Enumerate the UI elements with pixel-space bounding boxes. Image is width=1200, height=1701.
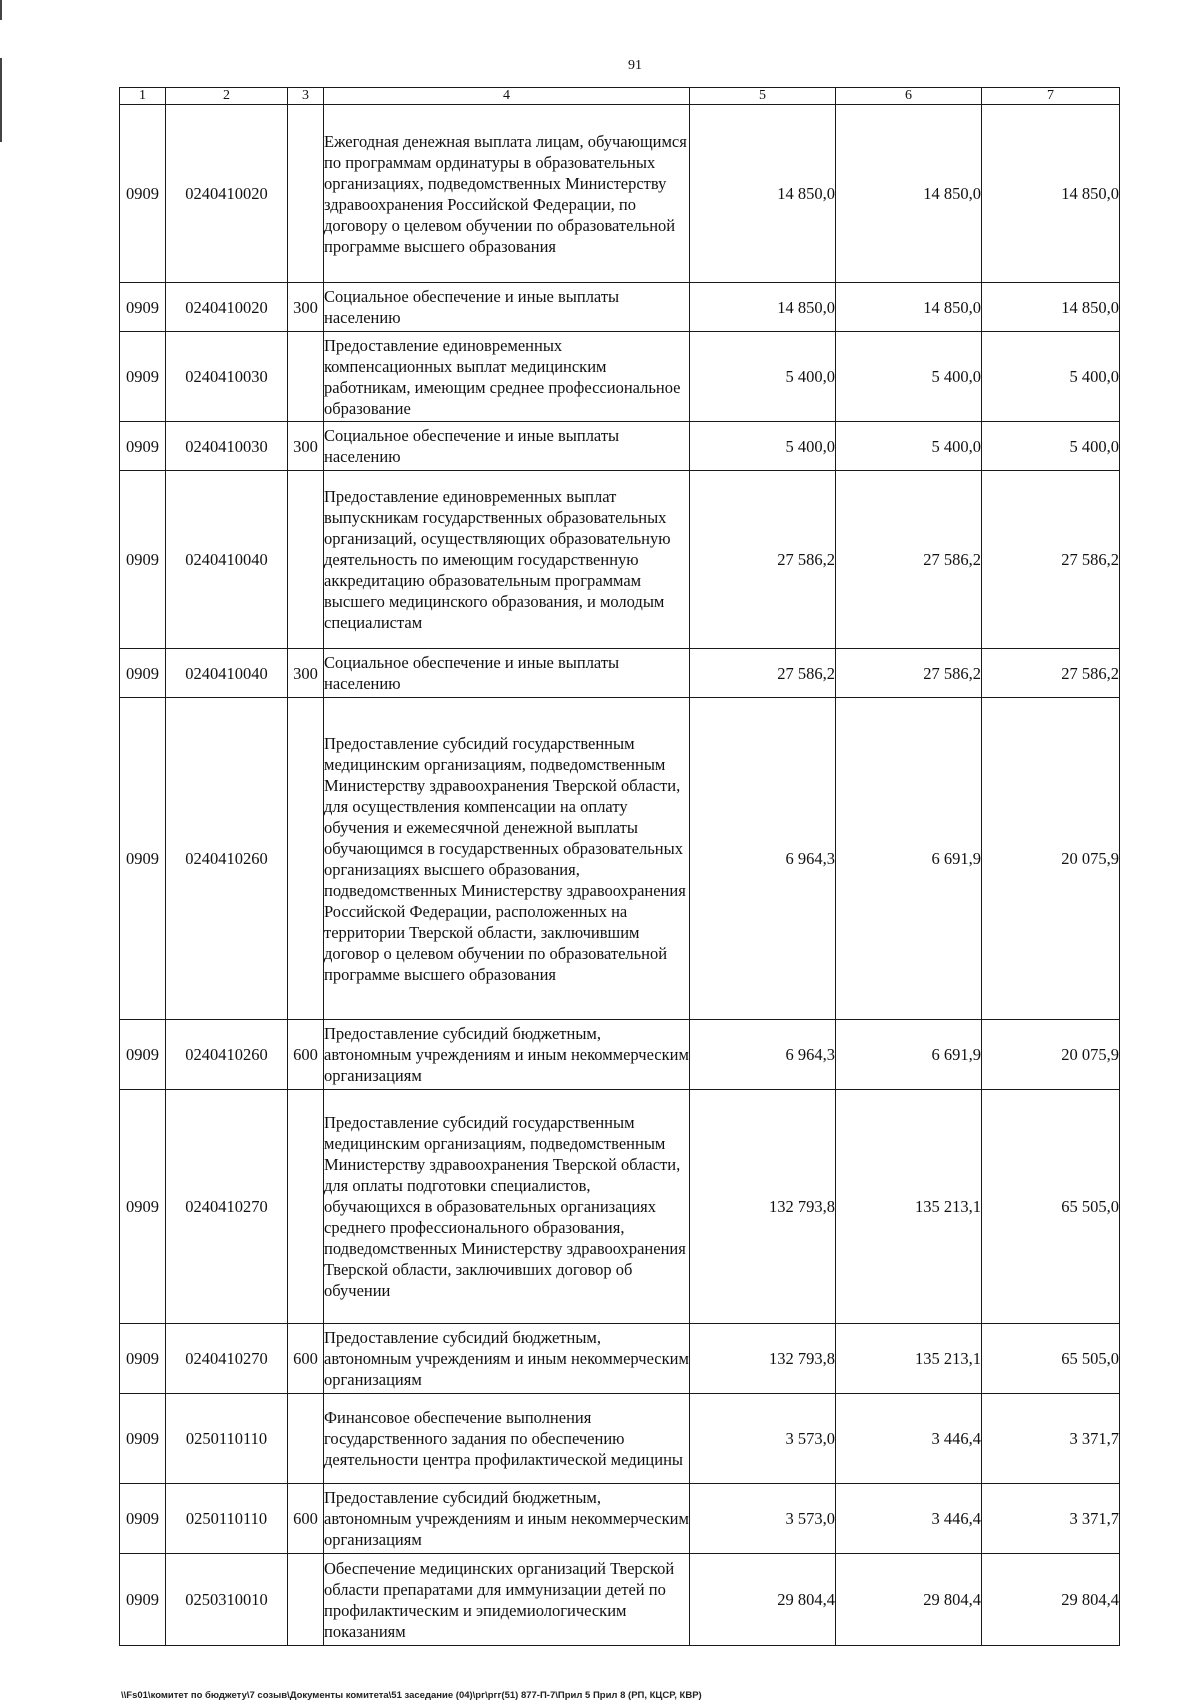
table-row	[120, 332, 1120, 422]
cell-value-1: 5 400,0	[690, 422, 836, 471]
table-row	[120, 1020, 1120, 1090]
page-number: 91	[628, 58, 642, 73]
cell-value-1: 27 586,2	[690, 649, 836, 698]
table-row	[120, 649, 1120, 698]
table-row	[120, 283, 1120, 332]
cell-value-1: 29 804,4	[690, 1554, 836, 1646]
cell-value-3: 14 850,0	[982, 105, 1120, 283]
cell-value-1: 3 573,0	[690, 1484, 836, 1554]
table-body	[120, 105, 1120, 1646]
cell-name: Предоставление единовременных компенсационных выплат медицинским работникам, имеющим среднее профессиональное образование	[324, 332, 690, 422]
cell-name: Социальное обеспечение и иные выплаты населению	[324, 649, 690, 698]
table-row	[120, 422, 1120, 471]
cell-name: Предоставление единовременных выплат выпускникам государственных образовательных организаций, осуществляющих образовательную деятельность по имеющим государственную аккредитацию образовательным программам высшего медицинского образования, и молодым специалистам	[324, 471, 690, 649]
table-row	[120, 1554, 1120, 1646]
cell-value-3: 5 400,0	[982, 332, 1120, 422]
cell-value-2: 27 586,2	[836, 649, 982, 698]
cell-section: 0909	[120, 471, 166, 649]
cell-value-3: 27 586,2	[982, 649, 1120, 698]
col-header-3: 3	[288, 88, 324, 105]
cell-target-article: 0250110110	[166, 1484, 288, 1554]
col-header-7: 7	[982, 88, 1120, 105]
cell-value-1: 14 850,0	[690, 283, 836, 332]
cell-value-1: 14 850,0	[690, 105, 836, 283]
footer-file-path: \\Fs01\комитет по бюджету\7 созыв\Документы комитета\51 заседание (04)\рг\ргг(51) 877-П-7\Прил 5 Прил 8 (РП, КЦСР, КВР)	[121, 1690, 702, 1701]
cell-expense-type: 300	[288, 422, 324, 471]
cell-value-1: 6 964,3	[690, 1020, 836, 1090]
cell-target-article: 0240410040	[166, 471, 288, 649]
table-row	[120, 1484, 1120, 1554]
cell-expense-type: 600	[288, 1324, 324, 1394]
col-header-4: 4	[324, 88, 690, 105]
table-row	[120, 698, 1120, 1020]
cell-target-article: 0240410040	[166, 649, 288, 698]
table-row	[120, 1324, 1120, 1394]
cell-name: Ежегодная денежная выплата лицам, обучающимся по программам ординатуры в образовательных организациях, подведомственных Министерству здравоохранения Российской Федерации, по договору о целевом обучении по образовательной программе высшего образования	[324, 105, 690, 283]
cell-expense-type: 300	[288, 283, 324, 332]
table-row	[120, 1394, 1120, 1484]
cell-value-3: 14 850,0	[982, 283, 1120, 332]
cell-value-3: 5 400,0	[982, 422, 1120, 471]
cell-name: Обеспечение медицинских организаций Тверской области препаратами для иммунизации детей по профилактическим и эпидемиологическим показаниям	[324, 1554, 690, 1646]
cell-value-3: 27 586,2	[982, 471, 1120, 649]
cell-expense-type: 300	[288, 649, 324, 698]
cell-section: 0909	[120, 1020, 166, 1090]
cell-value-3: 20 075,9	[982, 1020, 1120, 1090]
cell-target-article: 0240410020	[166, 283, 288, 332]
cell-value-2: 5 400,0	[836, 422, 982, 471]
cell-section: 0909	[120, 649, 166, 698]
table-row	[120, 1090, 1120, 1324]
cell-section: 0909	[120, 1484, 166, 1554]
cell-name: Предоставление субсидий бюджетным, автономным учреждениям и иным некоммерческим организациям	[324, 1324, 690, 1394]
cell-value-2: 135 213,1	[836, 1090, 982, 1324]
cell-section: 0909	[120, 1090, 166, 1324]
cell-target-article: 0240410270	[166, 1324, 288, 1394]
table-row	[120, 105, 1120, 283]
cell-value-2: 5 400,0	[836, 332, 982, 422]
cell-expense-type	[288, 471, 324, 649]
cell-section: 0909	[120, 105, 166, 283]
cell-name: Предоставление субсидий бюджетным, автономным учреждениям и иным некоммерческим организациям	[324, 1020, 690, 1090]
scan-edge-mark	[0, 0, 2, 20]
table-row	[120, 471, 1120, 649]
cell-section: 0909	[120, 1324, 166, 1394]
cell-section: 0909	[120, 422, 166, 471]
cell-expense-type	[288, 698, 324, 1020]
cell-section: 0909	[120, 698, 166, 1020]
cell-value-1: 6 964,3	[690, 698, 836, 1020]
cell-expense-type	[288, 332, 324, 422]
cell-name: Финансовое обеспечение выполнения государственного задания по обеспечению деятельности центра профилактической медицины	[324, 1394, 690, 1484]
cell-value-1: 3 573,0	[690, 1394, 836, 1484]
col-header-5: 5	[690, 88, 836, 105]
cell-value-2: 3 446,4	[836, 1484, 982, 1554]
cell-expense-type: 600	[288, 1020, 324, 1090]
cell-value-2: 14 850,0	[836, 105, 982, 283]
cell-value-2: 14 850,0	[836, 283, 982, 332]
cell-value-3: 29 804,4	[982, 1554, 1120, 1646]
budget-table	[119, 87, 1120, 1646]
header-row	[120, 88, 1120, 105]
cell-section: 0909	[120, 1394, 166, 1484]
cell-expense-type	[288, 105, 324, 283]
cell-value-2: 27 586,2	[836, 471, 982, 649]
cell-value-3: 3 371,7	[982, 1484, 1120, 1554]
cell-value-3: 3 371,7	[982, 1394, 1120, 1484]
cell-name: Социальное обеспечение и иные выплаты населению	[324, 283, 690, 332]
cell-value-2: 3 446,4	[836, 1394, 982, 1484]
cell-value-1: 27 586,2	[690, 471, 836, 649]
cell-section: 0909	[120, 283, 166, 332]
cell-section: 0909	[120, 332, 166, 422]
cell-value-2: 29 804,4	[836, 1554, 982, 1646]
cell-value-1: 132 793,8	[690, 1090, 836, 1324]
cell-expense-type	[288, 1394, 324, 1484]
col-header-2: 2	[166, 88, 288, 105]
cell-name: Предоставление субсидий государственным медицинским организациям, подведомственным Министерству здравоохранения Тверской области, для оплаты подготовки специалистов, обучающихся в образовательных организациях среднего профессионального образования, подведомственных Министерству здравоохранения Тверской области, заключивших договор об обучении	[324, 1090, 690, 1324]
cell-target-article: 0240410270	[166, 1090, 288, 1324]
cell-target-article: 0240410020	[166, 105, 288, 283]
cell-expense-type: 600	[288, 1484, 324, 1554]
cell-name: Социальное обеспечение и иные выплаты населению	[324, 422, 690, 471]
cell-name: Предоставление субсидий государственным медицинским организациям, подведомственным Министерству здравоохранения Тверской области, для осуществления компенсации на оплату обучения и ежемесячной денежной выплаты обучающимся в государственных образовательных организациях высшего образования, подведомственных Министерству здравоохранения Российской Федерации, расположенных на территории Тверской области, заключившим договор о целевом обучении по образовательной программе высшего образования	[324, 698, 690, 1020]
cell-target-article: 0250310010	[166, 1554, 288, 1646]
cell-section: 0909	[120, 1554, 166, 1646]
cell-value-2: 6 691,9	[836, 698, 982, 1020]
cell-target-article: 0240410030	[166, 332, 288, 422]
cell-target-article: 0240410260	[166, 698, 288, 1020]
cell-target-article: 0240410260	[166, 1020, 288, 1090]
cell-name: Предоставление субсидий бюджетным, автономным учреждениям и иным некоммерческим организациям	[324, 1484, 690, 1554]
cell-target-article: 0250110110	[166, 1394, 288, 1484]
cell-value-1: 132 793,8	[690, 1324, 836, 1394]
col-header-6: 6	[836, 88, 982, 105]
col-header-1: 1	[120, 88, 166, 105]
cell-expense-type	[288, 1090, 324, 1324]
cell-value-3: 20 075,9	[982, 698, 1120, 1020]
cell-value-2: 6 691,9	[836, 1020, 982, 1090]
cell-target-article: 0240410030	[166, 422, 288, 471]
cell-value-3: 65 505,0	[982, 1090, 1120, 1324]
cell-value-2: 135 213,1	[836, 1324, 982, 1394]
cell-expense-type	[288, 1554, 324, 1646]
cell-value-1: 5 400,0	[690, 332, 836, 422]
cell-value-3: 65 505,0	[982, 1324, 1120, 1394]
